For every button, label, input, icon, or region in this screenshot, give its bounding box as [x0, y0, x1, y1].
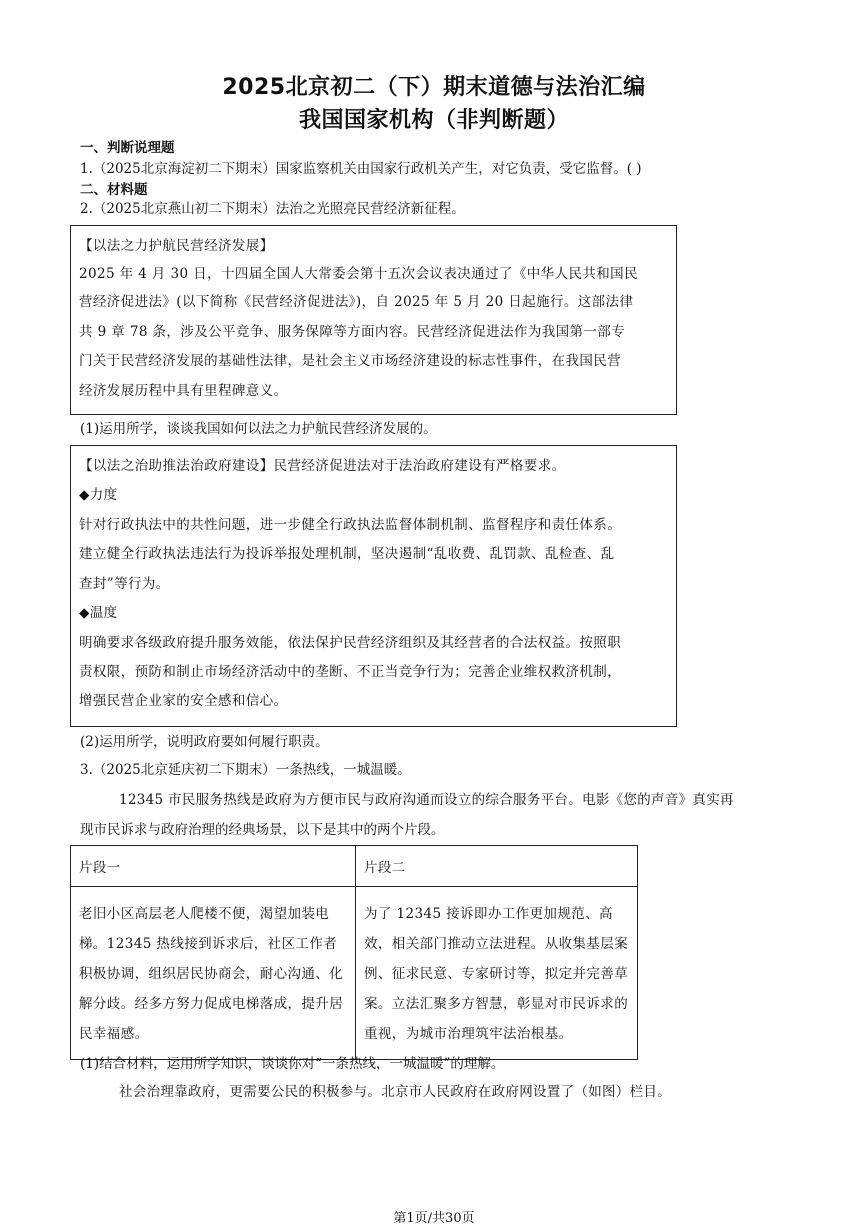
table-cell-fragment-1: 老旧小区高层老人爬楼不便，渴望加装电梯。12345 热线接到诉求后，社区工作者积极协调，组织居民协商会，耐心沟通、化解分歧。经多方努力促成电梯落成，提升居民幸福感。 [71, 887, 356, 1060]
material-box-2-line: ◆温度 [79, 605, 118, 621]
material-box-2-line: 增强民营企业家的安全感和信心。 [79, 693, 288, 709]
question-3-last-paragraph: 社会治理靠政府，更需要公民的积极参与。北京市人民政府在政府网设置了（如图）栏目。 [119, 1084, 671, 1100]
question-2-1: (1)运用所学，谈谈我国如何以法之力护航民营经济发展的。 [80, 421, 437, 437]
document-subtitle: 我国国家机构（非判断题） [298, 108, 569, 133]
material-box-1-line: 经济发展历程中具有里程碑意义。 [79, 383, 288, 399]
material-box-1-line: 门关于民营经济发展的基础性法律，是社会主义市场经济建设的标志性事件，在我国民营 [79, 353, 622, 369]
question-3-paragraph-line: 现市民诉求与政府治理的经典场景，以下是其中的两个片段。 [80, 822, 445, 838]
material-box-2-line: 明确要求各级政府提升服务效能，依法保护民营经济组织及其经营者的合法权益。按照职 [79, 635, 622, 651]
material-box-1-line: 2025 年 4 月 30 日，十四届全国人大常委会第十五次会议表决通过了《中华人民共和国民 [79, 266, 638, 282]
document-title: 2025北京初二（下）期末道德与法治汇编 [222, 75, 646, 100]
table-cell-fragment-2: 为了 12345 接诉即办工作更加规范、高效，相关部门推动立法进程。从收集基层案例、征求民意、专家研讨等，拟定并完善草案。立法汇聚多方智慧，彰显对市民诉求的重视，为城市治理筑牢法治根基。 [356, 887, 638, 1060]
question-3-1: (1)结合材料，运用所学知识，谈谈你对“一条热线，一城温暖”的理解。 [80, 1056, 505, 1072]
material-box-1-title: 【以法之力护航民营经济发展】 [79, 238, 274, 254]
table-header-fragment-1: 片段一 [71, 846, 356, 887]
material-box-2-line: 责权限，预防和制止市场经济活动中的垄断、不正当竞争行为；完善企业维权救济机制， [79, 664, 622, 680]
material-box-2-line: 【以法之治助推法治政府建设】民营经济促进法对于法治政府建设有严格要求。 [79, 458, 566, 474]
section-heading-judgement: 一、判断说理题 [80, 140, 175, 156]
question-3-paragraph-line: 12345 市民服务热线是政府为方便市民与政府沟通而设立的综合服务平台。电影《您的声音》真实再 [119, 792, 734, 808]
material-box-2-line: 建立健全行政执法违法行为投诉举报处理机制，坚决遏制“乱收费、乱罚款、乱检查、乱 [79, 546, 615, 562]
page-indicator: 第1页/共30页 [393, 1211, 475, 1226]
material-box-2-line: ◆力度 [79, 487, 118, 503]
section-heading-material: 二、材料题 [80, 182, 148, 198]
material-box-1-line: 共 9 章 78 条，涉及公平竞争、服务保障等方面内容。民营经济促进法作为我国第一部专 [79, 324, 626, 340]
question-2-2: (2)运用所学，说明政府要如何履行职责。 [80, 734, 329, 750]
material-box-1-line: 营经济促进法》(以下简称《民营经济促进法》)，自 2025 年 5 月 20 日起施行。这部法律 [79, 294, 634, 310]
question-3-intro: 3.（2025北京延庆初二下期末）一条热线，一城温暖。 [80, 762, 411, 778]
question-1: 1.（2025北京海淀初二下期末）国家监察机关由国家行政机关产生，对它负责，受它监督。( ) [80, 161, 642, 177]
material-box-1 [70, 225, 677, 415]
fragments-table [70, 845, 638, 1060]
material-box-2-line: 针对行政执法中的共性问题，进一步健全行政执法监督体制机制、监督程序和责任体系。 [79, 517, 622, 533]
question-2-intro: 2.（2025北京燕山初二下期末）法治之光照亮民营经济新征程。 [80, 201, 465, 217]
material-box-2-line: 查封”等行为。 [79, 576, 170, 592]
table-header-fragment-2: 片段二 [356, 846, 638, 887]
material-box-2 [70, 445, 677, 727]
